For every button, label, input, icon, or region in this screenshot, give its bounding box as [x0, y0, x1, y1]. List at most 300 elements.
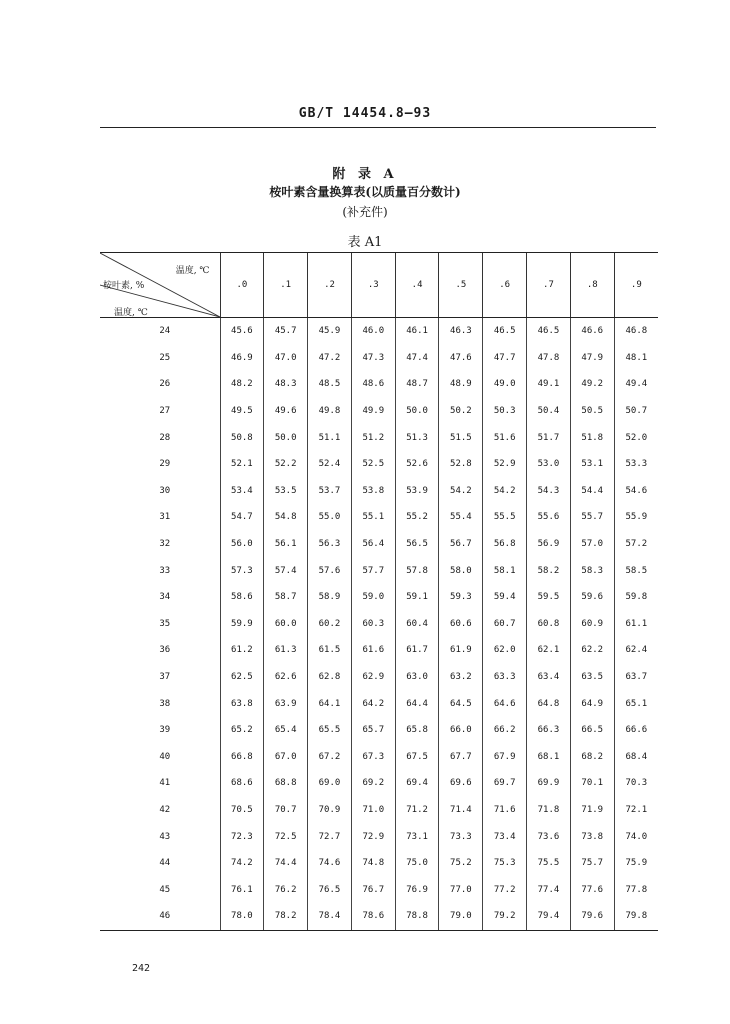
- table-cell: 77.8: [614, 876, 658, 903]
- table-cell: 55.1: [351, 504, 395, 531]
- table-cell: 71.4: [439, 797, 483, 824]
- table-cell: 68.2: [570, 744, 614, 771]
- table-row: [100, 584, 658, 611]
- table-cell: 70.5: [220, 797, 264, 824]
- table-cell: 57.8: [395, 557, 439, 584]
- table-row: [100, 504, 658, 531]
- row-temperature-label: 25: [159, 352, 171, 363]
- table-cell: 72.1: [614, 797, 658, 824]
- table-row: [100, 451, 658, 478]
- table-cell: 65.7: [351, 717, 395, 744]
- table-cell: 51.3: [395, 424, 439, 451]
- table-cell: 46.1: [395, 318, 439, 345]
- table-cell: 71.2: [395, 797, 439, 824]
- table-cell: 50.2: [439, 398, 483, 425]
- table-cell: 66.6: [614, 717, 658, 744]
- corner-label-middle: 桉叶素, %: [103, 281, 145, 291]
- table-cell: 57.4: [264, 557, 308, 584]
- table-cell: 66.5: [570, 717, 614, 744]
- table-cell: 55.4: [439, 504, 483, 531]
- table-row: [100, 345, 658, 372]
- table-cell: 79.6: [570, 903, 614, 930]
- table-cell: 51.5: [439, 424, 483, 451]
- table-row: [100, 850, 658, 877]
- table-cell: 56.8: [483, 531, 527, 558]
- table-cell: 78.6: [351, 903, 395, 930]
- table-cell: 52.0: [614, 424, 658, 451]
- table-cell: 78.2: [264, 903, 308, 930]
- standard-code: GB/T 14454.8—93: [298, 106, 432, 121]
- table-row: [100, 823, 658, 850]
- table-cell: 75.5: [527, 850, 571, 877]
- table-cell: 53.3: [614, 451, 658, 478]
- column-header: .8: [570, 253, 614, 318]
- table-cell: 63.2: [439, 664, 483, 691]
- corner-label-top: 温度, ℃: [175, 266, 210, 276]
- table-cell: 68.1: [527, 744, 571, 771]
- row-temperature-label: 40: [159, 751, 171, 762]
- table-cell: 50.0: [264, 424, 308, 451]
- table-cell: 72.3: [220, 823, 264, 850]
- row-temperature-label: 46: [100, 903, 220, 930]
- table-cell: 73.3: [439, 823, 483, 850]
- table-cell: 67.2: [308, 744, 352, 771]
- table-row: [100, 797, 658, 824]
- table-cell: 61.9: [439, 637, 483, 664]
- table-cell: 74.8: [351, 850, 395, 877]
- table-cell: 56.3: [308, 531, 352, 558]
- table-cell: 62.4: [614, 637, 658, 664]
- table-cell: 59.1: [395, 584, 439, 611]
- table-cell: 59.9: [220, 611, 264, 638]
- row-temperature-label: 41: [159, 778, 171, 789]
- table-cell: 45.9: [308, 318, 352, 345]
- table-cell: 57.3: [220, 557, 264, 584]
- table-cell: 52.1: [220, 451, 264, 478]
- table-cell: 47.3: [351, 345, 395, 372]
- table-cell: 59.8: [614, 584, 658, 611]
- table-cell: 57.7: [351, 557, 395, 584]
- table-cell: 76.2: [264, 876, 308, 903]
- table-cell: 62.6: [264, 664, 308, 691]
- table-cell: 53.9: [395, 478, 439, 505]
- table-cell: 65.2: [220, 717, 264, 744]
- column-header: .0: [220, 253, 264, 318]
- table-cell: 59.6: [570, 584, 614, 611]
- table-cell: 57.2: [614, 531, 658, 558]
- table-row: [100, 557, 658, 584]
- table-cell: 79.0: [439, 903, 483, 930]
- document-subtitle: (补充件): [342, 205, 388, 219]
- table-cell: 50.3: [483, 398, 527, 425]
- table-cell: 48.6: [351, 371, 395, 398]
- table-cell: 46.3: [439, 318, 483, 345]
- table-cell: 58.2: [527, 557, 571, 584]
- table-cell: 68.4: [614, 744, 658, 771]
- table-cell: 51.8: [570, 424, 614, 451]
- table-cell: 61.7: [395, 637, 439, 664]
- table-cell: 75.9: [614, 850, 658, 877]
- table-cell: 66.8: [220, 744, 264, 771]
- table-cell: 47.8: [527, 345, 571, 372]
- table-cell: 63.4: [527, 664, 571, 691]
- table-cell: 67.7: [439, 744, 483, 771]
- table-cell: 66.0: [439, 717, 483, 744]
- table-row: [100, 770, 658, 797]
- table-cell: 53.4: [220, 478, 264, 505]
- table-cell: 47.9: [570, 345, 614, 372]
- row-temperature-label: 24: [159, 326, 171, 337]
- table-cell: 62.5: [220, 664, 264, 691]
- table-cell: 62.0: [483, 637, 527, 664]
- table-cell: 75.7: [570, 850, 614, 877]
- table-cell: 49.8: [308, 398, 352, 425]
- table-cell: 61.6: [351, 637, 395, 664]
- table-row: [100, 876, 658, 903]
- table-cell: 61.2: [220, 637, 264, 664]
- table-cell: 60.4: [395, 611, 439, 638]
- table-cell: 53.1: [570, 451, 614, 478]
- table-row: [100, 903, 658, 930]
- table-cell: 64.1: [308, 690, 352, 717]
- column-header: .9: [614, 253, 658, 318]
- table-cell: 76.1: [220, 876, 264, 903]
- table-cell: 49.9: [351, 398, 395, 425]
- table-cell: 62.2: [570, 637, 614, 664]
- row-temperature-label: 36: [159, 645, 171, 656]
- table-cell: 49.0: [483, 371, 527, 398]
- table-cell: 63.8: [220, 690, 264, 717]
- appendix-title: 附 录 A: [332, 167, 398, 182]
- column-header: .7: [527, 253, 571, 318]
- table-cell: 76.9: [395, 876, 439, 903]
- table-cell: 70.7: [264, 797, 308, 824]
- table-cell: 79.4: [527, 903, 571, 930]
- conversion-table: [100, 252, 658, 931]
- table-cell: 53.5: [264, 478, 308, 505]
- table-cell: 70.1: [570, 770, 614, 797]
- table-cell: 73.8: [570, 823, 614, 850]
- row-temperature-label: 42: [159, 804, 171, 815]
- table-cell: 58.3: [570, 557, 614, 584]
- table-cell: 64.8: [527, 690, 571, 717]
- table-cell: 51.2: [351, 424, 395, 451]
- column-header: .4: [395, 253, 439, 318]
- table-cell: 73.4: [483, 823, 527, 850]
- document-title: 桉叶素含量换算表(以质量百分数计): [269, 185, 461, 199]
- table-cell: 60.0: [264, 611, 308, 638]
- table-cell: 48.2: [220, 371, 264, 398]
- table-cell: 59.5: [527, 584, 571, 611]
- table-cell: 49.6: [264, 398, 308, 425]
- corner-label-bottom: 温度, ℃: [114, 308, 148, 318]
- table-row: [100, 664, 658, 691]
- table-cell: 54.2: [439, 478, 483, 505]
- table-cell: 65.4: [264, 717, 308, 744]
- table-cell: 77.6: [570, 876, 614, 903]
- table-cell: 48.7: [395, 371, 439, 398]
- table-cell: 77.4: [527, 876, 571, 903]
- row-temperature-label: 32: [159, 539, 171, 550]
- table-cell: 52.6: [395, 451, 439, 478]
- table-cell: 54.6: [614, 478, 658, 505]
- table-cell: 63.9: [264, 690, 308, 717]
- table-cell: 68.6: [220, 770, 264, 797]
- table-cell: 52.4: [308, 451, 352, 478]
- table-cell: 55.5: [483, 504, 527, 531]
- table-cell: 69.9: [527, 770, 571, 797]
- table-cell: 57.6: [308, 557, 352, 584]
- table-cell: 55.9: [614, 504, 658, 531]
- table-cell: 52.8: [439, 451, 483, 478]
- table-cell: 53.8: [351, 478, 395, 505]
- table-cell: 75.3: [483, 850, 527, 877]
- table-row: [100, 478, 658, 505]
- column-header: .1: [264, 253, 308, 318]
- table-cell: 48.5: [308, 371, 352, 398]
- table-row: [100, 318, 658, 345]
- table-cell: 62.1: [527, 637, 571, 664]
- row-temperature-label: 33: [159, 565, 171, 576]
- table-cell: 79.2: [483, 903, 527, 930]
- table-cell: 56.9: [527, 531, 571, 558]
- row-temperature-label: 31: [159, 512, 171, 523]
- table-cell: 47.2: [308, 345, 352, 372]
- table-row: [100, 717, 658, 744]
- table-cell: 71.9: [570, 797, 614, 824]
- row-temperature-label: 44: [159, 858, 171, 869]
- table-cell: 45.6: [220, 318, 264, 345]
- table-cell: 49.4: [614, 371, 658, 398]
- table-cell: 56.4: [351, 531, 395, 558]
- table-cell: 73.1: [395, 823, 439, 850]
- row-temperature-label: 35: [159, 618, 171, 629]
- column-header: .5: [439, 253, 483, 318]
- table-cell: 47.6: [439, 345, 483, 372]
- table-cell: 55.0: [308, 504, 352, 531]
- table-cell: 60.2: [308, 611, 352, 638]
- table-cell: 58.5: [614, 557, 658, 584]
- table-cell: 54.3: [527, 478, 571, 505]
- table-cell: 49.5: [220, 398, 264, 425]
- column-header: .6: [483, 253, 527, 318]
- table-cell: 52.5: [351, 451, 395, 478]
- table-cell: 78.0: [220, 903, 264, 930]
- table-cell: 52.9: [483, 451, 527, 478]
- row-temperature-label: 39: [159, 725, 171, 736]
- table-cell: 69.2: [351, 770, 395, 797]
- table-cell: 48.3: [264, 371, 308, 398]
- table-cell: 63.0: [395, 664, 439, 691]
- table-header-row: [100, 253, 658, 318]
- table-cell: 68.8: [264, 770, 308, 797]
- table-cell: 46.5: [527, 318, 571, 345]
- table-cell: 74.0: [614, 823, 658, 850]
- table-cell: 59.0: [351, 584, 395, 611]
- table-cell: 76.7: [351, 876, 395, 903]
- table-cell: 70.3: [614, 770, 658, 797]
- table-cell: 46.9: [220, 345, 264, 372]
- table-cell: 53.0: [527, 451, 571, 478]
- table-cell: 66.3: [527, 717, 571, 744]
- table-cell: 60.9: [570, 611, 614, 638]
- table-cell: 60.7: [483, 611, 527, 638]
- table-cell: 50.4: [527, 398, 571, 425]
- row-temperature-label: 29: [159, 459, 171, 470]
- table-cell: 76.5: [308, 876, 352, 903]
- table-cell: 58.6: [220, 584, 264, 611]
- table-cell: 50.7: [614, 398, 658, 425]
- table-cell: 63.5: [570, 664, 614, 691]
- table-cell: 56.7: [439, 531, 483, 558]
- table-cell: 58.9: [308, 584, 352, 611]
- column-header: .2: [308, 253, 352, 318]
- table-cell: 75.2: [439, 850, 483, 877]
- table-cell: 46.0: [351, 318, 395, 345]
- table-cell: 61.1: [614, 611, 658, 638]
- table-cell: 71.8: [527, 797, 571, 824]
- table-cell: 51.6: [483, 424, 527, 451]
- table-cell: 72.7: [308, 823, 352, 850]
- table-cell: 71.6: [483, 797, 527, 824]
- table-cell: 56.5: [395, 531, 439, 558]
- table-cell: 45.7: [264, 318, 308, 345]
- table-cell: 64.5: [439, 690, 483, 717]
- table-cell: 57.0: [570, 531, 614, 558]
- table-cell: 58.0: [439, 557, 483, 584]
- table-cell: 60.8: [527, 611, 571, 638]
- table-row: [100, 744, 658, 771]
- table-cell: 73.6: [527, 823, 571, 850]
- table-cell: 62.9: [351, 664, 395, 691]
- table-cell: 55.7: [570, 504, 614, 531]
- table-cell: 67.5: [395, 744, 439, 771]
- table-cell: 64.2: [351, 690, 395, 717]
- table-row: [100, 611, 658, 638]
- row-temperature-label: 28: [159, 432, 171, 443]
- table-cell: 78.8: [395, 903, 439, 930]
- table-cell: 55.6: [527, 504, 571, 531]
- table-cell: 63.3: [483, 664, 527, 691]
- table-cell: 51.1: [308, 424, 352, 451]
- table-cell: 54.2: [483, 478, 527, 505]
- table-cell: 61.5: [308, 637, 352, 664]
- table-cell: 69.4: [395, 770, 439, 797]
- table-cell: 48.1: [614, 345, 658, 372]
- table-cell: 79.8: [614, 903, 658, 930]
- table-cell: 53.7: [308, 478, 352, 505]
- table-cell: 74.2: [220, 850, 264, 877]
- row-temperature-label: 45: [159, 884, 171, 895]
- table-cell: 65.8: [395, 717, 439, 744]
- table-cell: 58.1: [483, 557, 527, 584]
- table-cell: 60.3: [351, 611, 395, 638]
- table-cell: 59.4: [483, 584, 527, 611]
- table-cell: 54.7: [220, 504, 264, 531]
- row-temperature-label: 43: [159, 831, 171, 842]
- table-row: [100, 637, 658, 664]
- header-rule: [100, 127, 656, 128]
- row-temperature-label: 30: [159, 485, 171, 496]
- table-cell: 67.3: [351, 744, 395, 771]
- table-cell: 52.2: [264, 451, 308, 478]
- table-cell: 56.1: [264, 531, 308, 558]
- table-row: [100, 371, 658, 398]
- table-row: [100, 424, 658, 451]
- table-cell: 70.9: [308, 797, 352, 824]
- table-cell: 69.0: [308, 770, 352, 797]
- table-cell: 50.0: [395, 398, 439, 425]
- row-temperature-label: 34: [159, 592, 171, 603]
- page-number: 242: [132, 963, 151, 974]
- table-cell: 59.3: [439, 584, 483, 611]
- column-header: .3: [351, 253, 395, 318]
- table-cell: 75.0: [395, 850, 439, 877]
- table-cell: 49.2: [570, 371, 614, 398]
- table-cell: 74.4: [264, 850, 308, 877]
- table-cell: 77.2: [483, 876, 527, 903]
- row-temperature-label: 26: [159, 379, 171, 390]
- table-cell: 78.4: [308, 903, 352, 930]
- table-cell: 46.6: [570, 318, 614, 345]
- table-cell: 60.6: [439, 611, 483, 638]
- corner-cell: [100, 253, 220, 318]
- table-cell: 64.4: [395, 690, 439, 717]
- table-row: [100, 398, 658, 425]
- table-cell: 65.5: [308, 717, 352, 744]
- table-cell: 72.9: [351, 823, 395, 850]
- table-cell: 74.6: [308, 850, 352, 877]
- table-cell: 67.0: [264, 744, 308, 771]
- table-row: [100, 690, 658, 717]
- table-cell: 65.1: [614, 690, 658, 717]
- table-cell: 47.7: [483, 345, 527, 372]
- table-row: [100, 531, 658, 558]
- table-cell: 54.8: [264, 504, 308, 531]
- table-cell: 50.5: [570, 398, 614, 425]
- table-label: 表 A1: [347, 235, 383, 250]
- table-cell: 54.4: [570, 478, 614, 505]
- row-temperature-label: 37: [159, 672, 171, 683]
- table-cell: 46.5: [483, 318, 527, 345]
- table-cell: 64.6: [483, 690, 527, 717]
- table-cell: 69.7: [483, 770, 527, 797]
- table-cell: 47.4: [395, 345, 439, 372]
- table-cell: 67.9: [483, 744, 527, 771]
- table-cell: 69.6: [439, 770, 483, 797]
- table-body: [100, 318, 658, 931]
- table-cell: 72.5: [264, 823, 308, 850]
- table-cell: 77.0: [439, 876, 483, 903]
- row-temperature-label: 38: [159, 698, 171, 709]
- row-temperature-label: 27: [159, 406, 171, 417]
- table-cell: 48.9: [439, 371, 483, 398]
- table-cell: 50.8: [220, 424, 264, 451]
- table-cell: 66.2: [483, 717, 527, 744]
- table-cell: 61.3: [264, 637, 308, 664]
- table-cell: 49.1: [527, 371, 571, 398]
- table-cell: 46.8: [614, 318, 658, 345]
- table-cell: 64.9: [570, 690, 614, 717]
- table-cell: 56.0: [220, 531, 264, 558]
- table-cell: 71.0: [351, 797, 395, 824]
- table-cell: 58.7: [264, 584, 308, 611]
- table-cell: 62.8: [308, 664, 352, 691]
- table-cell: 51.7: [527, 424, 571, 451]
- table-cell: 47.0: [264, 345, 308, 372]
- table-cell: 63.7: [614, 664, 658, 691]
- table-cell: 55.2: [395, 504, 439, 531]
